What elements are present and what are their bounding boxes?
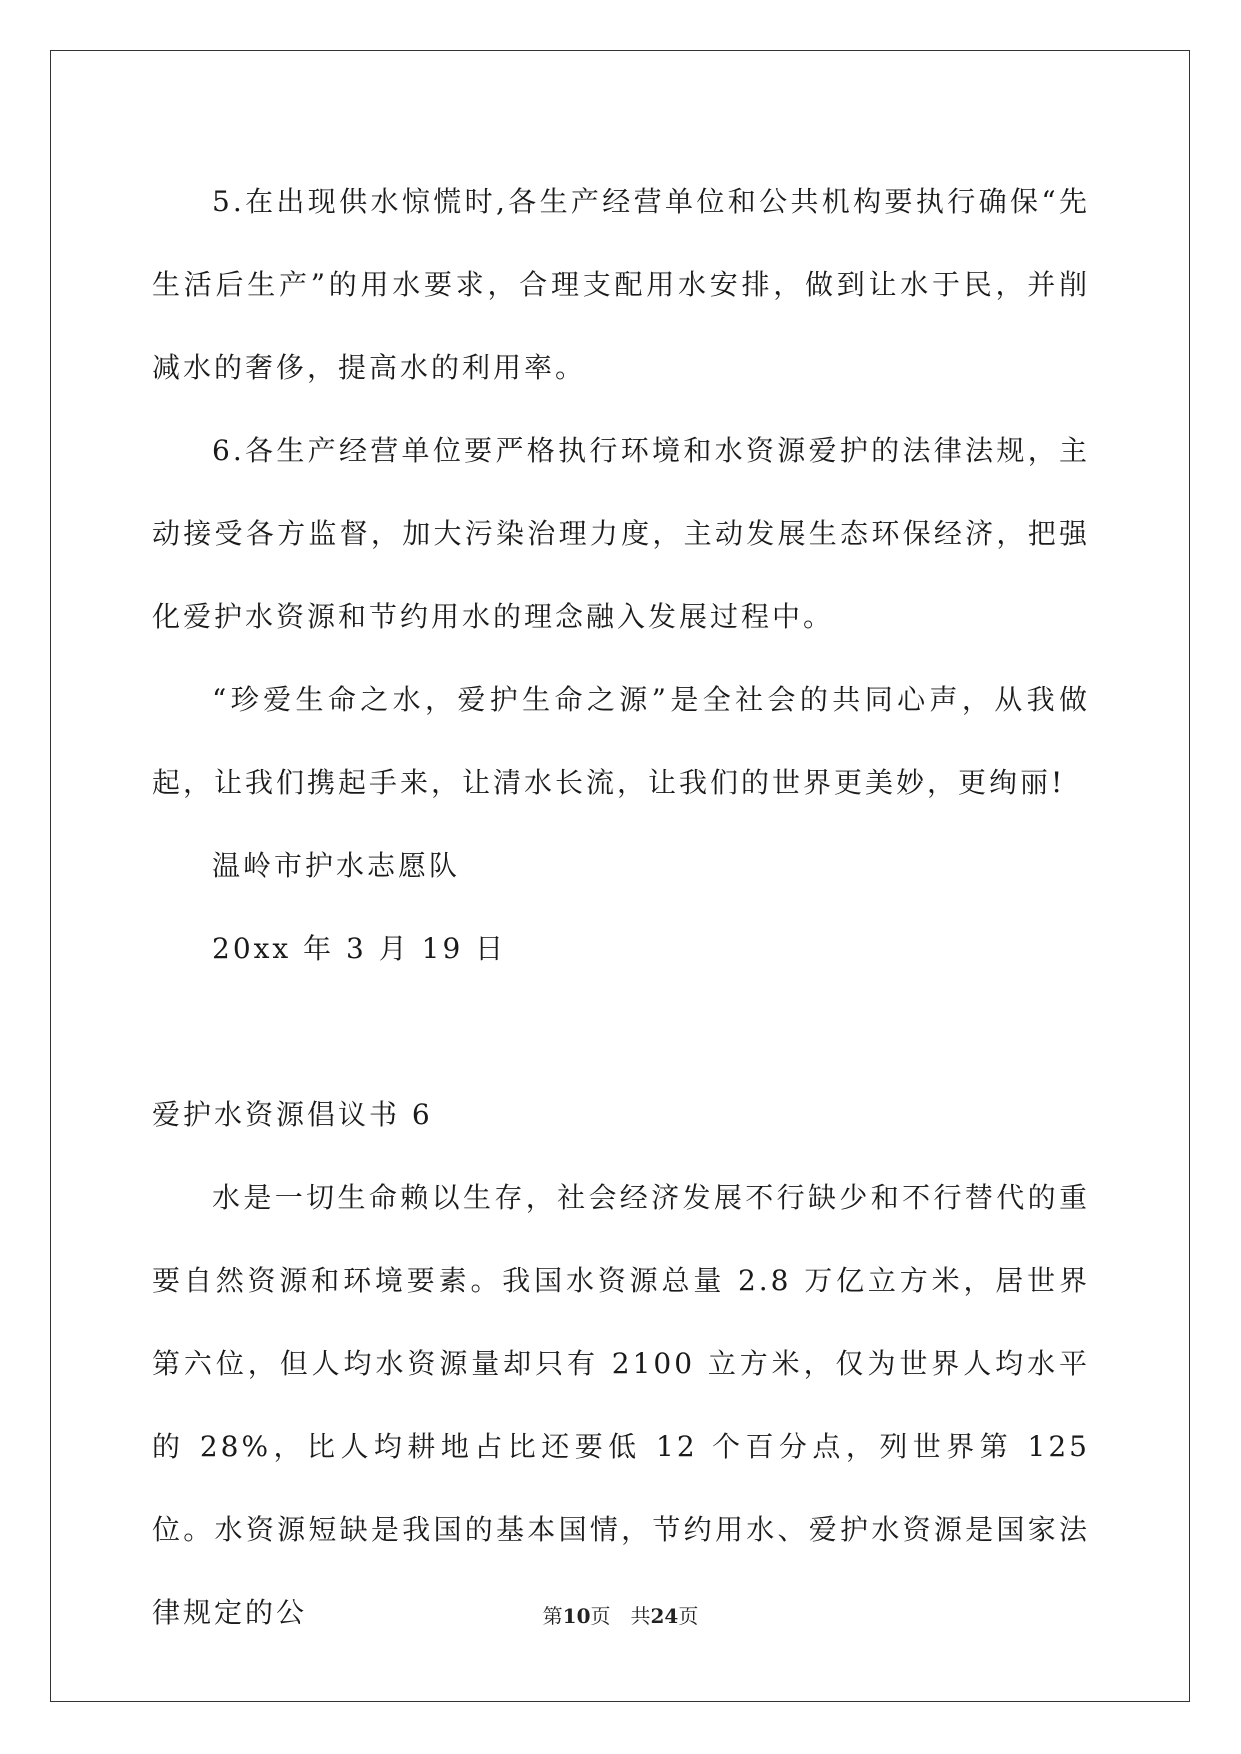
footer-current-page: 10 bbox=[562, 1604, 591, 1628]
signature-organization: 温岭市护水志愿队 bbox=[212, 849, 461, 882]
footer-total-prefix: 共 bbox=[630, 1604, 651, 1628]
paragraph-item-5: 5.在出现供水惊慌时,各生产经营单位和公共机构要执行确保“先生活后生产”的用水要求，合理支配用水安排，做到让水于民，并削减水的奢侈，提高水的利用率。 bbox=[152, 185, 1090, 384]
section-spacer bbox=[152, 990, 1090, 1073]
footer-total-suffix: 页 bbox=[678, 1604, 699, 1628]
paragraph-closing-slogan: “珍爱生命之水，爱护生命之源”是全社会的共同心声，从我做起，让我们携起手来，让清水长流，让我们的世界更美妙，更绚丽! bbox=[152, 683, 1090, 799]
section-title: 爱护水资源倡议书 6 bbox=[152, 1098, 433, 1131]
signature-date: 20xx 年 3 月 19 日 bbox=[212, 932, 507, 965]
footer-page-suffix: 页 bbox=[590, 1604, 611, 1628]
paragraph-item-6: 6.各生产经营单位要严格执行环境和水资源爱护的法律法规，主动接受各方监督，加大污染治理力度，主动发展生态环保经济，把强化爱护水资源和节约用水的理念融入发展过程中。 bbox=[152, 434, 1090, 633]
document-body bbox=[152, 160, 1090, 1654]
footer-prefix: 第 bbox=[542, 1604, 563, 1628]
section-paragraph: 水是一切生命赖以生存，社会经济发展不行缺少和不行替代的重要自然资源和环境要素。我国水资源总量 2.8 万亿立方米，居世界第六位，但人均水资源量却只有 2100 立方米，仅为世界人均水平的 28%，比人均耕地占比还要低 12 个百分点，列世界第 125 位。水资源短缺是我国的基本国情，节约用水、爱护水资源是国家法律规定的公 bbox=[152, 1181, 1090, 1629]
footer-total-pages: 24 bbox=[650, 1604, 679, 1628]
page-footer bbox=[0, 1600, 1241, 1629]
